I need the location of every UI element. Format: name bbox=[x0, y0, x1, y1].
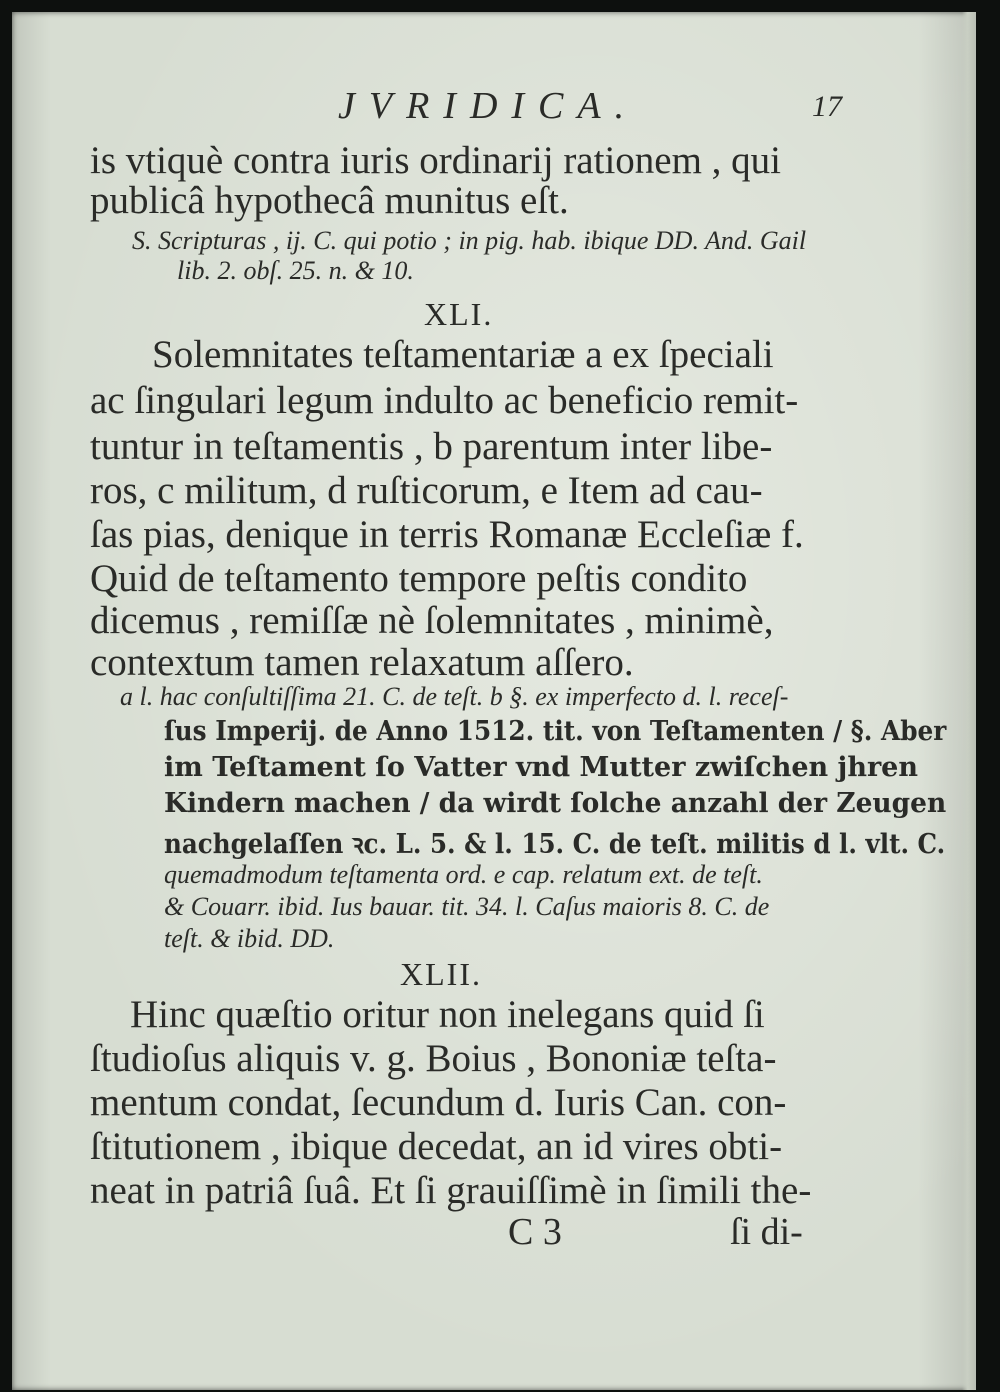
note-line: teſt. & ibid. DD. bbox=[164, 924, 335, 953]
text-line: contextum tamen relaxatum aſſero. bbox=[90, 641, 634, 684]
text-line: mentum condat, ſecundum d. Iuris Can. con- bbox=[90, 1081, 787, 1124]
note-line: ſus Imperij. de Anno 1512. tit. von Teſtamenten / §. Aber bbox=[164, 716, 947, 747]
text-line: ſas pias, denique in terris Romanæ Eccleſiæ f. bbox=[90, 513, 804, 556]
note-line: quemadmodum teſtamenta ord. e cap. relatum ext. de teſt. bbox=[164, 860, 763, 889]
section-heading: XLI. bbox=[424, 296, 494, 332]
note-line: & Couarr. ibid. Ius bauar. tit. 34. l. Caſus maioris 8. C. de bbox=[164, 892, 770, 921]
note-line: a l. hac conſultiſſima 21. C. de teſt. b §. ex imperfecto d. l. receſ- bbox=[120, 682, 789, 711]
catchword: ſi di- bbox=[730, 1211, 803, 1253]
page-edge bbox=[962, 12, 976, 1390]
text-line: dicemus , remiſſæ nè ſolemnitates , minimè, bbox=[90, 599, 774, 642]
text-line: ros, c militum, d ruſticorum, e Item ad cau- bbox=[90, 469, 763, 512]
running-title: JVRIDICA. bbox=[338, 85, 639, 127]
signature-mark: C 3 bbox=[508, 1211, 562, 1253]
text-line: ſtudioſus aliquis v. g. Boius , Bononiæ teſta- bbox=[90, 1037, 777, 1080]
text-line: is vtiquè contra iuris ordinarij rationem , qui bbox=[90, 139, 782, 182]
text-line: ſtitutionem , ibique decedat, an id vires obti- bbox=[90, 1125, 783, 1168]
note-line: nachgelaſſen ꝛc. L. 5. & l. 15. C. de teſt. militis d l. vlt. C. bbox=[164, 829, 946, 860]
note-line: lib. 2. obſ. 25. n. & 10. bbox=[177, 256, 414, 285]
note-line: S. Scripturas , ij. C. qui potio ; in pig. hab. ibique DD. And. Gail bbox=[132, 226, 807, 255]
text-line: Quid de teſtamento tempore peſtis condito bbox=[90, 557, 748, 600]
text-line: tuntur in teſtamentis , b parentum inter libe- bbox=[90, 425, 773, 468]
text-line: Hinc quæſtio oritur non inelegans quid ſi bbox=[130, 993, 765, 1036]
page-number: 17 bbox=[812, 90, 842, 123]
text-line: ac ſingulari legum indulto ac beneficio remit- bbox=[90, 379, 799, 422]
note-line: Kindern machen / da wirdt ſolche anzahl der Zeugen bbox=[164, 788, 947, 819]
text-line: Solemnitates teſtamentariæ a ex ſpeciali bbox=[152, 333, 774, 376]
note-line: im Teſtament ſo Vatter vnd Mutter zwiſchen jhren bbox=[164, 752, 918, 783]
book-page bbox=[12, 12, 976, 1390]
section-heading: XLII. bbox=[400, 956, 482, 992]
text-line: publicâ hypothecâ munitus eſt. bbox=[90, 179, 569, 222]
text-line: neat in patriâ ſuâ. Et ſi grauiſſimè in ſimili the- bbox=[90, 1169, 812, 1212]
